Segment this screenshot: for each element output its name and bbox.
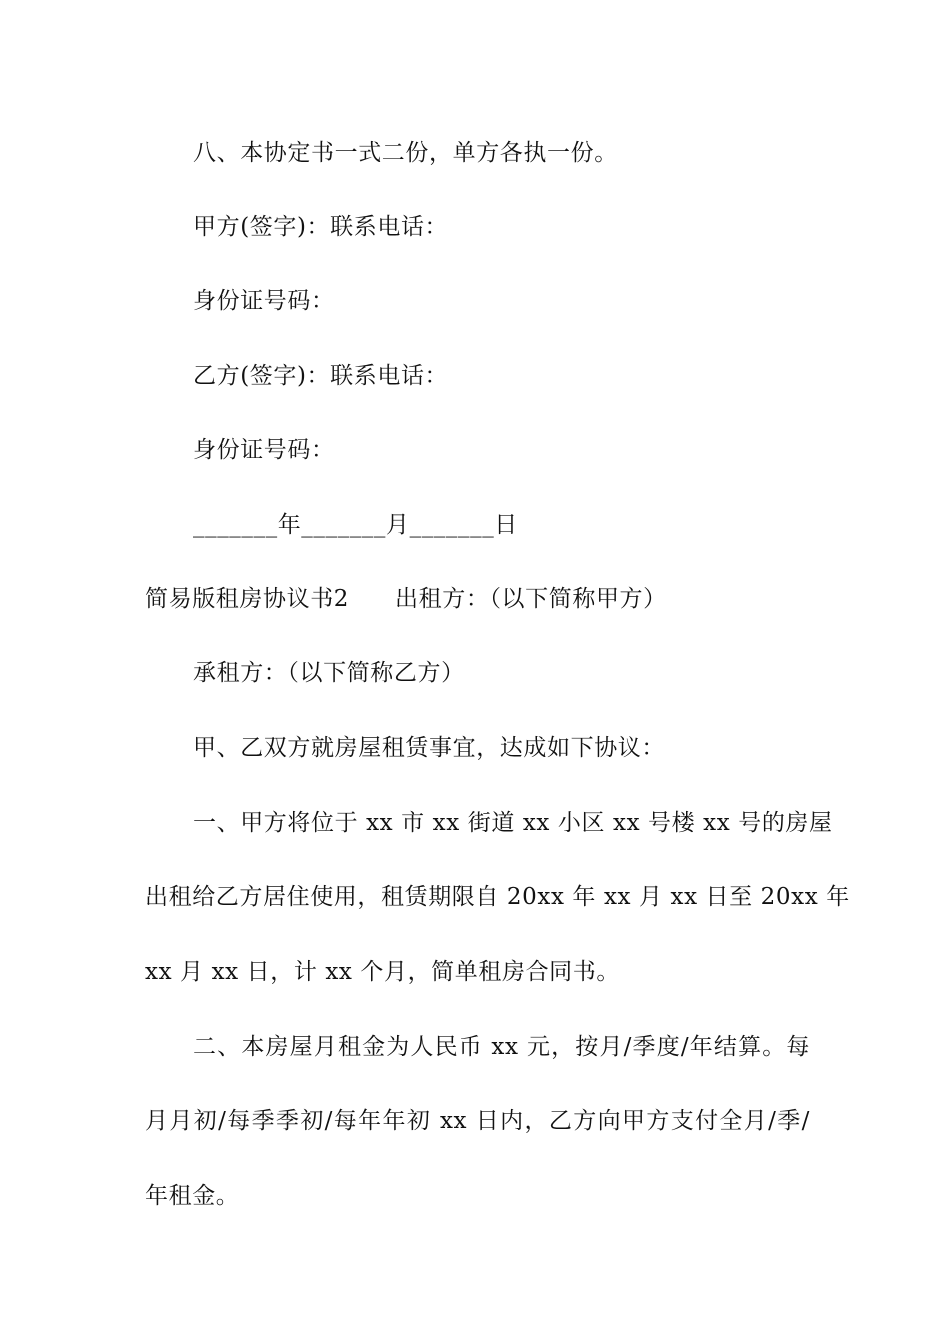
clause-one-line-3: xx 月 xx 日，计 xx 个月，简单租房合同书。 (145, 959, 620, 985)
clause-two-line-1: 二、本房屋月租金为人民币 xx 元，按月/季度/年结算。每 (193, 1034, 810, 1060)
party-a-signature-line: 甲方(签字)：联系电话： (193, 214, 449, 240)
clause-one-line-2: 出租给乙方居住使用，租赁期限自 20xx 年 xx 月 xx 日至 20xx 年 (145, 884, 850, 910)
lessor-line: 出租方：（以下简称甲方） (395, 586, 667, 612)
document-title-line (145, 584, 810, 614)
clause-two-line-3: 年租金。 (145, 1183, 240, 1209)
document-title: 简易版租房协议书2 (145, 586, 350, 612)
party-a-id-line: 身份证号码： (193, 288, 335, 314)
lessee-line: 承租方：（以下简称乙方） (193, 660, 465, 686)
clause-one-line-1: 一、甲方将位于 xx 市 xx 街道 xx 小区 xx 号楼 xx 号的房屋 (193, 810, 833, 836)
party-b-signature-line: 乙方(签字)：联系电话： (193, 363, 449, 389)
clause-two-line-2: 月月初/每季季初/每年年初 xx 日内，乙方向甲方支付全月/季/ (145, 1108, 810, 1134)
clause-eight: 八、本协定书一式二份，单方各执一份。 (193, 140, 618, 166)
party-b-id-line: 身份证号码： (193, 437, 335, 463)
date-line: _______年_______月_______日 (193, 512, 518, 538)
agreement-intro: 甲、乙双方就房屋租赁事宜，达成如下协议： (193, 735, 665, 761)
